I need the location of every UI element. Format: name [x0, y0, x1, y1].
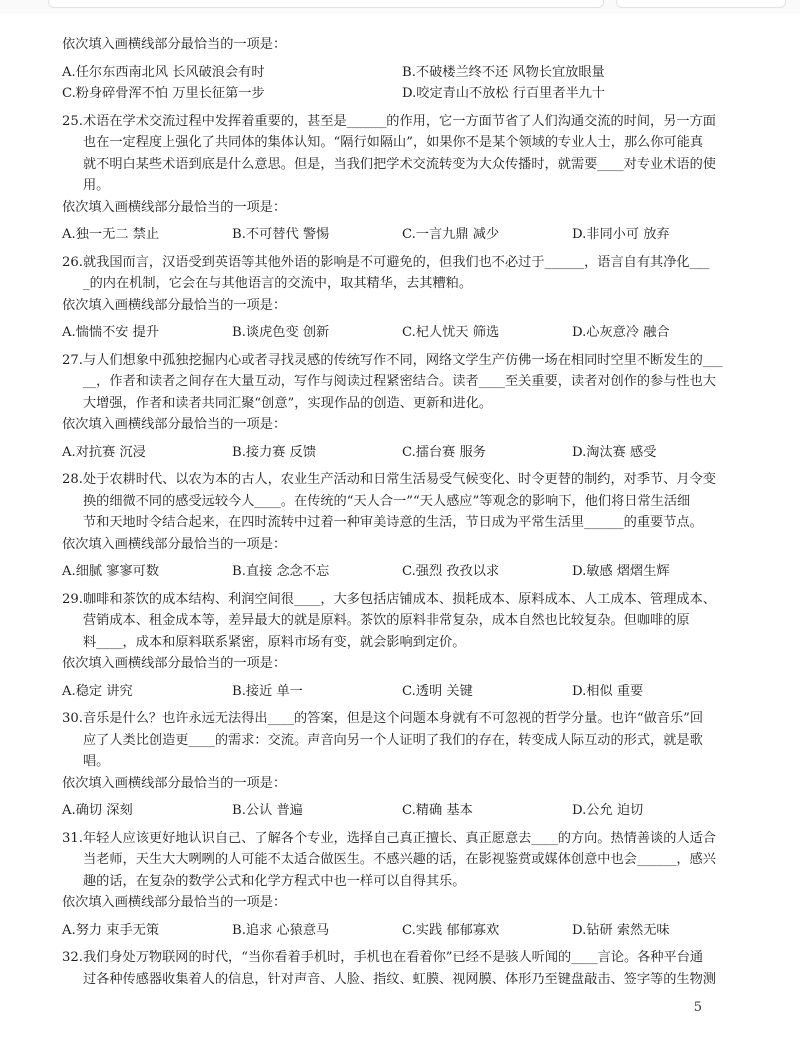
option-d[interactable]: D.钻研 索然无味 — [572, 922, 670, 938]
option-a[interactable]: A.对抗赛 沉浸 — [62, 444, 146, 460]
question-text-line: 唱。 — [82, 754, 110, 769]
option-c[interactable]: C.实践 郁郁寡欢 — [402, 922, 500, 938]
question-text-line: 用。 — [82, 178, 110, 193]
question-stem — [62, 111, 742, 197]
option-d[interactable]: D.心灰意冷 融合 — [572, 325, 670, 340]
question-text-line: 就我国而言，汉语受到英语等其他外语的影响是不可避免的，但我们也不必过于______，语言自有其净化___ — [82, 254, 710, 270]
question-prompt: 依次填入画横线部分最恰当的一项是： — [62, 417, 287, 432]
question-number: 27. — [62, 352, 83, 368]
question-number: 29. — [62, 591, 83, 607]
question-prompt: 依次填入画横线部分最恰当的一项是： — [62, 199, 287, 215]
question-28 — [62, 469, 742, 583]
option-d[interactable]: D.敏感 熠熠生辉 — [572, 564, 670, 579]
option-c[interactable]: C.杞人忧天 筛选 — [402, 325, 500, 340]
question-stem — [62, 708, 742, 773]
options-row — [62, 322, 742, 344]
options-row — [62, 800, 742, 822]
option-d[interactable]: D.淘汰赛 感受 — [572, 444, 657, 460]
question-31 — [62, 828, 742, 942]
question-stem — [62, 589, 742, 654]
question-prompt: 依次填入画横线部分最恰当的一项是： — [62, 775, 287, 791]
question-text — [83, 708, 742, 773]
question-prompt: 依次填入画横线部分最恰当的一项是： — [62, 895, 287, 910]
question-text-line: 音乐是什么？也许永远无法得出____的答案，但是这个问题本身就有不可忽视的哲学分量。也许“做音乐”回 — [82, 711, 704, 726]
option-a[interactable]: A.任尔东西南北风 长风破浪会有时 — [62, 64, 265, 80]
question-stem — [62, 252, 742, 295]
question-prompt: 依次填入画横线部分最恰当的一项是： — [62, 37, 287, 52]
option-a[interactable]: A.确切 深刻 — [62, 803, 133, 818]
top-toolbar — [0, 0, 800, 14]
option-d[interactable]: D.公允 迫切 — [572, 803, 644, 818]
option-b[interactable]: B.接力赛 反馈 — [232, 444, 317, 460]
option-c[interactable]: C.擂台赛 服务 — [402, 444, 486, 460]
question-number: 26. — [62, 254, 83, 270]
question-text-line: 处于农耕时代、以农为本的古人，农业生产活动和日常生活易受气候变化、时令更替的制约，对季节、月令变 — [82, 472, 716, 487]
option-b[interactable]: B.公认 普遍 — [232, 803, 303, 818]
question-text-line: 应了人类比创造更____的需求：交流。声音向另一个人证明了我们的存在，转变成人际互动的形式，就是歌 — [82, 732, 703, 748]
question-text-line: 营销成本、租金成本等，差异最大的就是原料。茶饮的原料非常复杂，成本自然也比较复杂。但咖啡的原 — [82, 613, 690, 628]
option-a[interactable]: A.稳定 讲究 — [62, 683, 133, 699]
question-number: 30. — [62, 711, 83, 726]
question-text — [83, 947, 742, 990]
question-stem — [62, 828, 742, 893]
question-text-line: 换的细微不同的感受远较今人____。在传统的“天人合一”“天人感应”等观念的影响下，他们将日常生活细 — [82, 493, 691, 509]
option-b[interactable]: B.直接 念念不忘 — [232, 564, 330, 579]
question-text — [83, 252, 742, 295]
option-b[interactable]: B.接近 单一 — [232, 683, 303, 699]
question-stem — [62, 947, 742, 990]
question-text-line: 术语在学术交流过程中发挥着重要的，甚至是______的作用，它一方面节省了人们沟通交流的时间，另一方面 — [82, 113, 716, 129]
question-number: 28. — [62, 472, 83, 487]
option-b[interactable]: B.追求 心猿意马 — [232, 922, 330, 938]
question-prompt: 依次填入画横线部分最恰当的一项是： — [62, 656, 287, 671]
option-c[interactable]: C.透明 关键 — [402, 683, 473, 699]
question-text-line: __，作者和读者之间存在大量互动，写作与阅读过程紧密结合。读者____至关重要，读者对创作的参与性也大 — [82, 374, 716, 389]
toolbar-field-secondary[interactable] — [616, 0, 786, 8]
question-text-line: 就不明白某些术语到底是什么意思。但是，当我们把学术交流转变为大众传播时，就需要____对专业术语的使 — [82, 156, 716, 172]
question-text-line: 也在一定程度上强化了共同体的集体认知。“隔行如隔山”，如果你不是某个领域的专业人士，那么你可能真 — [82, 135, 704, 150]
question-text — [83, 828, 742, 893]
question-text-line: 我们身处万物联网的时代，“当你看着手机时，手机也在看着你”已经不是骇人听闻的____言论。各种平台通 — [82, 950, 704, 965]
option-c[interactable]: C.精确 基本 — [402, 803, 473, 818]
option-d[interactable]: D.咬定青山不放松 行百里者半九十 — [402, 86, 606, 101]
question-text-line: 趣的话，在复杂的数学公式和化学方程式中也一样可以自得其乐。 — [82, 873, 466, 889]
question-text-line: 过各种传感器收集着人的信息，针对声音、人脸、指纹、虹膜、视网膜、体形乃至键盘敲击、签字等的生物测 — [82, 971, 716, 987]
question-text-line: 大增强，作者和读者共同汇聚“创意”，实现作品的创造、更新和进化。 — [82, 395, 493, 411]
question-prompt: 依次填入画横线部分最恰当的一项是： — [62, 297, 287, 313]
question-number: 25. — [62, 113, 83, 129]
toolbar-field[interactable] — [48, 0, 604, 8]
question-text-line: 节和天地时令结合起来，在四时流转中过着一种审美诗意的生活，节日成为平常生活里______的重要节点。 — [82, 515, 703, 530]
question-30 — [62, 708, 742, 822]
question-prompt: 依次填入画横线部分最恰当的一项是： — [62, 536, 287, 552]
option-a[interactable]: A.努力 束手无策 — [62, 922, 160, 938]
option-b[interactable]: B.不破楼兰终不还 风物长宜放眼量 — [402, 64, 605, 80]
question-text — [83, 350, 742, 415]
option-d[interactable]: D.非同小可 放弃 — [572, 227, 670, 242]
question-text-line: 与人们想象中孤独挖掘内心或者寻找灵感的传统写作不同，网络文学生产仿佛一场在相同时空里不断发生的___ — [82, 352, 723, 368]
question-text-line: 年轻人应该更好地认识自己、了解各个专业，选择自己真正擅长、真正愿意去____的方向。热情善谈的人适合 — [82, 830, 716, 846]
question-text — [83, 111, 742, 197]
question-text-line: 咖啡和茶饮的成本结构、利润空间很____，大多包括店铺成本、损耗成本、原料成本、人工成本、管理成本、 — [82, 591, 716, 607]
previous-question-tail — [62, 34, 742, 105]
option-a[interactable]: A.惴惴不安 提升 — [62, 325, 160, 340]
question-list — [62, 111, 742, 991]
options-row — [62, 681, 742, 703]
question-27 — [62, 350, 742, 464]
option-d[interactable]: D.相似 重要 — [572, 683, 644, 699]
option-c[interactable]: C.粉身碎骨浑不怕 万里长征第一步 — [62, 86, 265, 101]
question-text-line: 当老师，天生大大咧咧的人可能不太适合做医生。不感兴趣的话，在影视鉴赏或媒体创意中也会______，感兴 — [82, 852, 716, 867]
option-b[interactable]: B.不可替代 警惕 — [232, 227, 330, 242]
question-stem — [62, 469, 742, 534]
option-a[interactable]: A.独一无二 禁止 — [62, 227, 160, 242]
options-row — [62, 224, 742, 246]
options-row — [62, 62, 742, 105]
question-26 — [62, 252, 742, 344]
question-number: 32. — [62, 950, 83, 965]
question-stem — [62, 350, 742, 415]
options-row — [62, 561, 742, 583]
option-b[interactable]: B.谈虎色变 创新 — [232, 325, 330, 340]
question-number: 31. — [62, 830, 83, 846]
question-text — [83, 589, 742, 654]
option-c[interactable]: C.强烈 孜孜以求 — [402, 564, 500, 579]
question-29 — [62, 589, 742, 703]
options-row — [62, 920, 742, 942]
options-row — [62, 442, 742, 464]
option-c[interactable]: C.一言九鼎 减少 — [402, 227, 500, 242]
question-text-line: _的内在机制，它会在与其他语言的交流中，取其精华，去其糟粕。 — [82, 276, 473, 291]
question-25 — [62, 111, 742, 246]
question-text — [83, 469, 742, 534]
question-text-line: 料____，成本和原料联系紧密，原料市场有变，就会影响到定价。 — [82, 634, 466, 650]
option-a[interactable]: A.细腻 寥寥可数 — [62, 564, 160, 579]
page-content — [62, 34, 742, 990]
question-32 — [62, 947, 742, 990]
page-number: 5 — [693, 1000, 702, 1015]
